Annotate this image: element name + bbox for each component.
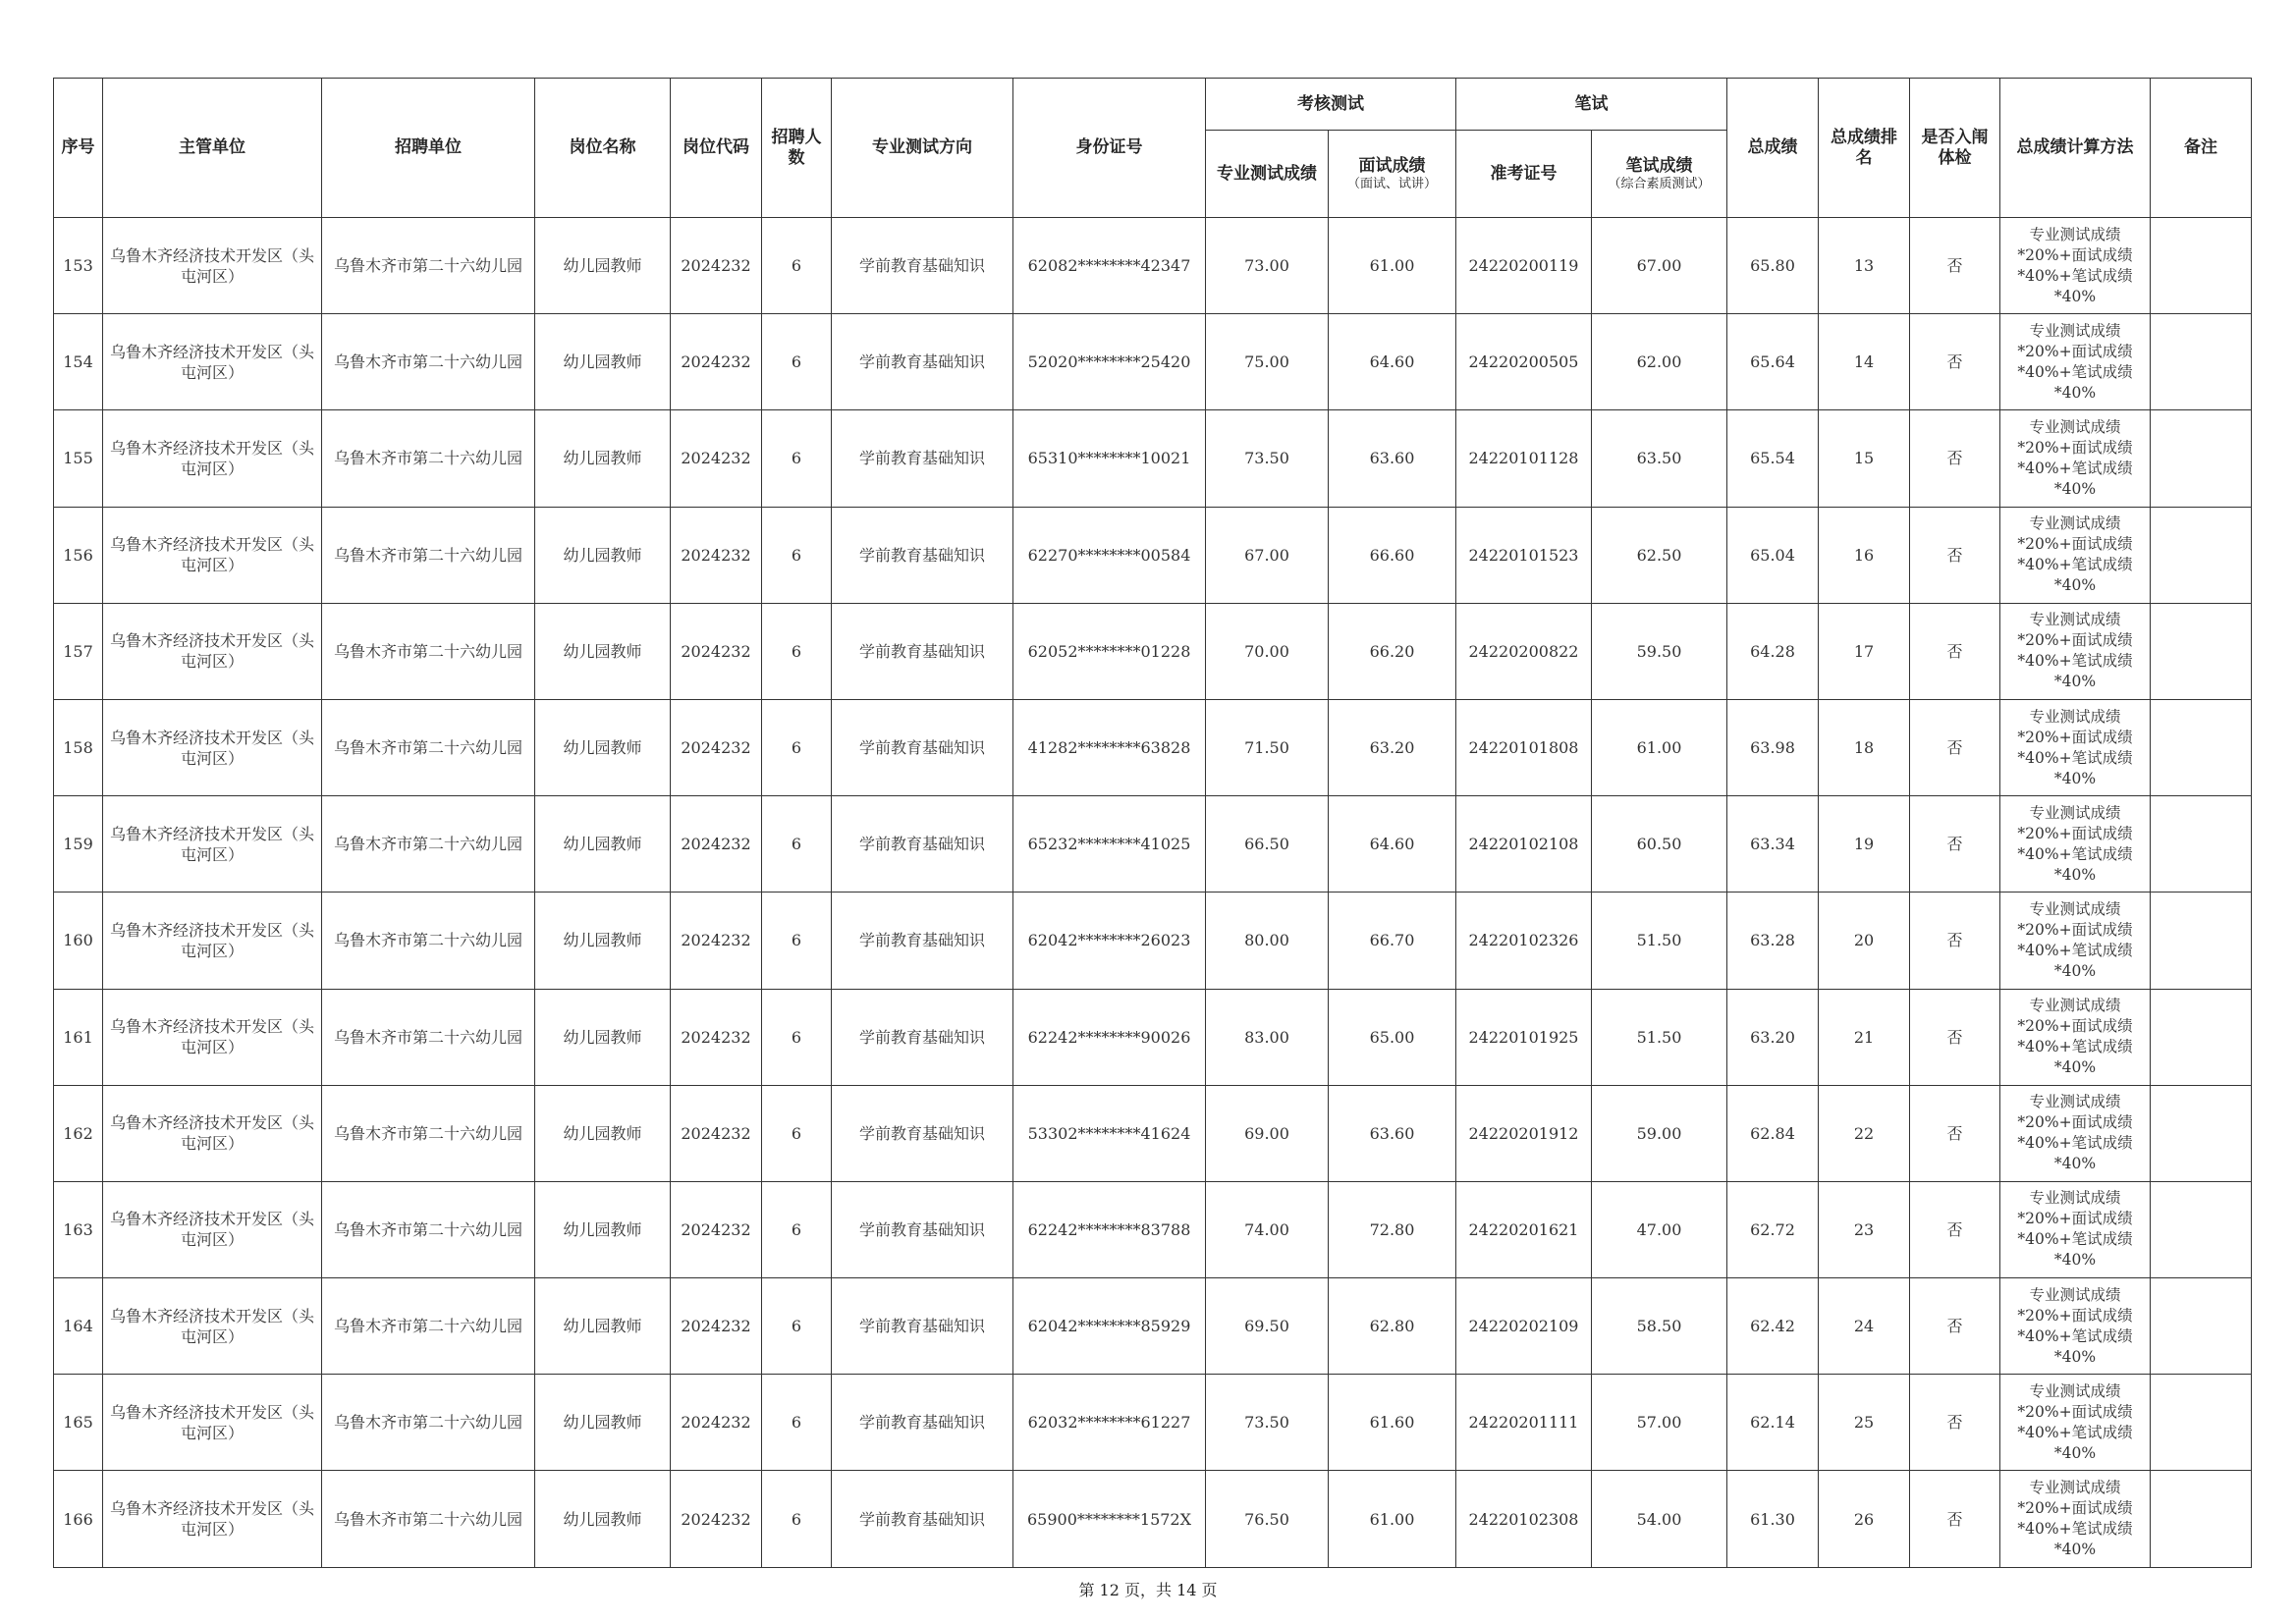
unit-cell: 乌鲁木齐市第二十六幼儿园 <box>322 796 535 893</box>
written-score-cell: 51.50 <box>1592 893 1727 989</box>
test-direction-cell: 学前教育基础知识 <box>832 218 1013 314</box>
id-number-cell: 65232********41025 <box>1013 796 1206 893</box>
seq-cell: 166 <box>54 1471 103 1567</box>
post-name-cell: 幼儿园教师 <box>535 410 671 507</box>
unit-cell: 乌鲁木齐市第二十六幼儿园 <box>322 989 535 1085</box>
table-row <box>54 989 2252 1085</box>
physical-cell: 否 <box>1910 507 2000 603</box>
recruit-num-cell: 6 <box>762 218 832 314</box>
total-score-cell: 65.80 <box>1727 218 1819 314</box>
table-row <box>54 796 2252 893</box>
total-score-cell: 63.34 <box>1727 796 1819 893</box>
post-code-cell: 2024232 <box>671 989 762 1085</box>
remark-cell <box>2151 603 2252 699</box>
post-name-cell: 幼儿园教师 <box>535 1085 671 1181</box>
header-test-direction: 专业测试方向 <box>832 79 1013 218</box>
pro-score-cell: 73.50 <box>1206 1375 1329 1471</box>
pro-score-cell: 66.50 <box>1206 796 1329 893</box>
results-sheet <box>53 78 2251 1568</box>
header-row-1 <box>54 79 2252 131</box>
dept-cell: 乌鲁木齐经济技术开发区（头屯河区） <box>103 1471 322 1567</box>
test-direction-cell: 学前教育基础知识 <box>832 1085 1013 1181</box>
post-code-cell: 2024232 <box>671 507 762 603</box>
rank-cell: 23 <box>1819 1181 1910 1277</box>
pro-score-cell: 74.00 <box>1206 1181 1329 1277</box>
written-score-cell: 63.50 <box>1592 410 1727 507</box>
post-name-cell: 幼儿园教师 <box>535 893 671 989</box>
method-cell: 专业测试成绩*20%+面试成绩*40%+笔试成绩*40% <box>2000 1375 2151 1471</box>
total-score-cell: 62.84 <box>1727 1085 1819 1181</box>
post-code-cell: 2024232 <box>671 699 762 795</box>
written-score-cell: 57.00 <box>1592 1375 1727 1471</box>
seq-cell: 158 <box>54 699 103 795</box>
dept-cell: 乌鲁木齐经济技术开发区（头屯河区） <box>103 699 322 795</box>
id-number-cell: 62242********83788 <box>1013 1181 1206 1277</box>
physical-cell: 否 <box>1910 1278 2000 1375</box>
test-direction-cell: 学前教育基础知识 <box>832 410 1013 507</box>
unit-cell: 乌鲁木齐市第二十六幼儿园 <box>322 1375 535 1471</box>
written-score-cell: 51.50 <box>1592 989 1727 1085</box>
header-recruit-num: 招聘人数 <box>762 79 832 218</box>
post-code-cell: 2024232 <box>671 796 762 893</box>
header-written: 笔试 <box>1456 79 1727 131</box>
ticket-cell: 24220201912 <box>1456 1085 1592 1181</box>
written-score-cell: 47.00 <box>1592 1181 1727 1277</box>
id-number-cell: 62032********61227 <box>1013 1375 1206 1471</box>
total-score-cell: 64.28 <box>1727 603 1819 699</box>
method-cell: 专业测试成绩*20%+面试成绩*40%+笔试成绩*40% <box>2000 1085 2151 1181</box>
rank-cell: 16 <box>1819 507 1910 603</box>
ticket-cell: 24220201621 <box>1456 1181 1592 1277</box>
ticket-cell: 24220201111 <box>1456 1375 1592 1471</box>
recruit-num-cell: 6 <box>762 314 832 410</box>
unit-cell: 乌鲁木齐市第二十六幼儿园 <box>322 507 535 603</box>
interview-score-cell: 61.00 <box>1329 1471 1456 1567</box>
ticket-cell: 24220102326 <box>1456 893 1592 989</box>
physical-cell: 否 <box>1910 218 2000 314</box>
post-code-cell: 2024232 <box>671 603 762 699</box>
remark-cell <box>2151 1375 2252 1471</box>
header-total: 总成绩 <box>1727 79 1819 218</box>
table-row <box>54 314 2252 410</box>
post-code-cell: 2024232 <box>671 1085 762 1181</box>
id-number-cell: 62042********85929 <box>1013 1278 1206 1375</box>
recruit-num-cell: 6 <box>762 1278 832 1375</box>
remark-cell <box>2151 1181 2252 1277</box>
rank-cell: 17 <box>1819 603 1910 699</box>
pro-score-cell: 69.50 <box>1206 1278 1329 1375</box>
seq-cell: 160 <box>54 893 103 989</box>
remark-cell <box>2151 989 2252 1085</box>
pro-score-cell: 75.00 <box>1206 314 1329 410</box>
written-score-cell: 59.50 <box>1592 603 1727 699</box>
header-interview-cell <box>1329 131 1456 218</box>
rank-cell: 15 <box>1819 410 1910 507</box>
recruit-num-cell: 6 <box>762 410 832 507</box>
interview-score-cell: 66.70 <box>1329 893 1456 989</box>
physical-cell: 否 <box>1910 989 2000 1085</box>
results-table <box>53 78 2252 1568</box>
pro-score-cell: 80.00 <box>1206 893 1329 989</box>
dept-cell: 乌鲁木齐经济技术开发区（头屯河区） <box>103 603 322 699</box>
header-remark: 备注 <box>2151 79 2252 218</box>
table-row <box>54 507 2252 603</box>
seq-cell: 156 <box>54 507 103 603</box>
method-cell: 专业测试成绩*20%+面试成绩*40%+笔试成绩*40% <box>2000 603 2151 699</box>
physical-cell: 否 <box>1910 410 2000 507</box>
ticket-cell: 24220202109 <box>1456 1278 1592 1375</box>
test-direction-cell: 学前教育基础知识 <box>832 1278 1013 1375</box>
recruit-num-cell: 6 <box>762 603 832 699</box>
test-direction-cell: 学前教育基础知识 <box>832 989 1013 1085</box>
dept-cell: 乌鲁木齐经济技术开发区（头屯河区） <box>103 410 322 507</box>
seq-cell: 162 <box>54 1085 103 1181</box>
ticket-cell: 24220101128 <box>1456 410 1592 507</box>
remark-cell <box>2151 507 2252 603</box>
method-cell: 专业测试成绩*20%+面试成绩*40%+笔试成绩*40% <box>2000 507 2151 603</box>
recruit-num-cell: 6 <box>762 1085 832 1181</box>
id-number-cell: 65310********10021 <box>1013 410 1206 507</box>
interview-score-cell: 72.80 <box>1329 1181 1456 1277</box>
post-name-cell: 幼儿园教师 <box>535 1375 671 1471</box>
post-code-cell: 2024232 <box>671 1471 762 1567</box>
total-score-cell: 65.04 <box>1727 507 1819 603</box>
seq-cell: 165 <box>54 1375 103 1471</box>
recruit-num-cell: 6 <box>762 699 832 795</box>
post-code-cell: 2024232 <box>671 218 762 314</box>
table-row <box>54 1085 2252 1181</box>
pro-score-cell: 70.00 <box>1206 603 1329 699</box>
method-cell: 专业测试成绩*20%+面试成绩*40%+笔试成绩*40% <box>2000 314 2151 410</box>
physical-cell: 否 <box>1910 699 2000 795</box>
recruit-num-cell: 6 <box>762 1181 832 1277</box>
id-number-cell: 62052********01228 <box>1013 603 1206 699</box>
ticket-cell: 24220101523 <box>1456 507 1592 603</box>
interview-score-cell: 63.60 <box>1329 410 1456 507</box>
ticket-cell: 24220102308 <box>1456 1471 1592 1567</box>
dept-cell: 乌鲁木齐经济技术开发区（头屯河区） <box>103 796 322 893</box>
header-written-cell <box>1592 131 1727 218</box>
recruit-num-cell: 6 <box>762 507 832 603</box>
rank-cell: 19 <box>1819 796 1910 893</box>
header-interview-score: 面试成绩 <box>1358 155 1426 176</box>
pro-score-cell: 73.00 <box>1206 218 1329 314</box>
header-written-note: （综合素质测试） <box>1608 176 1711 191</box>
seq-cell: 161 <box>54 989 103 1085</box>
post-name-cell: 幼儿园教师 <box>535 1471 671 1567</box>
dept-cell: 乌鲁木齐经济技术开发区（头屯河区） <box>103 1181 322 1277</box>
dept-cell: 乌鲁木齐经济技术开发区（头屯河区） <box>103 1085 322 1181</box>
ticket-cell: 24220101808 <box>1456 699 1592 795</box>
unit-cell: 乌鲁木齐市第二十六幼儿园 <box>322 314 535 410</box>
test-direction-cell: 学前教育基础知识 <box>832 1471 1013 1567</box>
test-direction-cell: 学前教育基础知识 <box>832 1181 1013 1277</box>
unit-cell: 乌鲁木齐市第二十六幼儿园 <box>322 218 535 314</box>
dept-cell: 乌鲁木齐经济技术开发区（头屯河区） <box>103 893 322 989</box>
seq-cell: 155 <box>54 410 103 507</box>
dept-cell: 乌鲁木齐经济技术开发区（头屯河区） <box>103 1278 322 1375</box>
pro-score-cell: 73.50 <box>1206 410 1329 507</box>
pro-score-cell: 67.00 <box>1206 507 1329 603</box>
physical-cell: 否 <box>1910 796 2000 893</box>
total-score-cell: 62.42 <box>1727 1278 1819 1375</box>
seq-cell: 157 <box>54 603 103 699</box>
dept-cell: 乌鲁木齐经济技术开发区（头屯河区） <box>103 507 322 603</box>
total-score-cell: 63.28 <box>1727 893 1819 989</box>
page-footer: 第 12 页，共 14 页 <box>1078 1581 1218 1599</box>
post-name-cell: 幼儿园教师 <box>535 1181 671 1277</box>
post-code-cell: 2024232 <box>671 410 762 507</box>
id-number-cell: 53302********41624 <box>1013 1085 1206 1181</box>
dept-cell: 乌鲁木齐经济技术开发区（头屯河区） <box>103 218 322 314</box>
total-score-cell: 63.98 <box>1727 699 1819 795</box>
recruit-num-cell: 6 <box>762 796 832 893</box>
header-rank: 总成绩排名 <box>1819 79 1910 218</box>
ticket-cell: 24220200505 <box>1456 314 1592 410</box>
remark-cell <box>2151 314 2252 410</box>
interview-score-cell: 64.60 <box>1329 796 1456 893</box>
header-written-score: 笔试成绩 <box>1625 155 1693 176</box>
remark-cell <box>2151 1085 2252 1181</box>
written-score-cell: 67.00 <box>1592 218 1727 314</box>
header-unit: 招聘单位 <box>322 79 535 218</box>
seq-cell: 163 <box>54 1181 103 1277</box>
seq-cell: 154 <box>54 314 103 410</box>
pro-score-cell: 76.50 <box>1206 1471 1329 1567</box>
post-name-cell: 幼儿园教师 <box>535 699 671 795</box>
physical-cell: 否 <box>1910 1375 2000 1471</box>
test-direction-cell: 学前教育基础知识 <box>832 507 1013 603</box>
unit-cell: 乌鲁木齐市第二十六幼儿园 <box>322 1085 535 1181</box>
dept-cell: 乌鲁木齐经济技术开发区（头屯河区） <box>103 314 322 410</box>
post-code-cell: 2024232 <box>671 893 762 989</box>
post-code-cell: 2024232 <box>671 314 762 410</box>
remark-cell <box>2151 893 2252 989</box>
id-number-cell: 52020********25420 <box>1013 314 1206 410</box>
ticket-cell: 24220102108 <box>1456 796 1592 893</box>
physical-cell: 否 <box>1910 1085 2000 1181</box>
method-cell: 专业测试成绩*20%+面试成绩*40%+笔试成绩*40% <box>2000 893 2151 989</box>
written-score-cell: 62.00 <box>1592 314 1727 410</box>
table-row <box>54 410 2252 507</box>
ticket-cell: 24220200119 <box>1456 218 1592 314</box>
id-number-cell: 62242********90026 <box>1013 989 1206 1085</box>
interview-score-cell: 65.00 <box>1329 989 1456 1085</box>
method-cell: 专业测试成绩*20%+面试成绩*40%+笔试成绩*40% <box>2000 989 2151 1085</box>
rank-cell: 22 <box>1819 1085 1910 1181</box>
post-name-cell: 幼儿园教师 <box>535 796 671 893</box>
remark-cell <box>2151 410 2252 507</box>
header-post-name: 岗位名称 <box>535 79 671 218</box>
recruit-num-cell: 6 <box>762 1471 832 1567</box>
table-row <box>54 1181 2252 1277</box>
pro-score-cell: 83.00 <box>1206 989 1329 1085</box>
table-row <box>54 218 2252 314</box>
total-score-cell: 62.14 <box>1727 1375 1819 1471</box>
recruit-num-cell: 6 <box>762 893 832 989</box>
id-number-cell: 62270********00584 <box>1013 507 1206 603</box>
header-assessment: 考核测试 <box>1206 79 1456 131</box>
test-direction-cell: 学前教育基础知识 <box>832 314 1013 410</box>
physical-cell: 否 <box>1910 1471 2000 1567</box>
pro-score-cell: 69.00 <box>1206 1085 1329 1181</box>
table-row <box>54 1471 2252 1567</box>
method-cell: 专业测试成绩*20%+面试成绩*40%+笔试成绩*40% <box>2000 410 2151 507</box>
interview-score-cell: 64.60 <box>1329 314 1456 410</box>
id-number-cell: 65900********1572X <box>1013 1471 1206 1567</box>
total-score-cell: 63.20 <box>1727 989 1819 1085</box>
written-score-cell: 61.00 <box>1592 699 1727 795</box>
table-row <box>54 603 2252 699</box>
id-number-cell: 62042********26023 <box>1013 893 1206 989</box>
method-cell: 专业测试成绩*20%+面试成绩*40%+笔试成绩*40% <box>2000 699 2151 795</box>
dept-cell: 乌鲁木齐经济技术开发区（头屯河区） <box>103 1375 322 1471</box>
pro-score-cell: 71.50 <box>1206 699 1329 795</box>
written-score-cell: 59.00 <box>1592 1085 1727 1181</box>
table-body <box>54 218 2252 1568</box>
ticket-cell: 24220101925 <box>1456 989 1592 1085</box>
remark-cell <box>2151 1471 2252 1567</box>
post-name-cell: 幼儿园教师 <box>535 989 671 1085</box>
id-number-cell: 41282********63828 <box>1013 699 1206 795</box>
interview-score-cell: 66.20 <box>1329 603 1456 699</box>
rank-cell: 21 <box>1819 989 1910 1085</box>
unit-cell: 乌鲁木齐市第二十六幼儿园 <box>322 1278 535 1375</box>
header-ticket: 准考证号 <box>1456 131 1592 218</box>
table-row <box>54 893 2252 989</box>
dept-cell: 乌鲁木齐经济技术开发区（头屯河区） <box>103 989 322 1085</box>
ticket-cell: 24220200822 <box>1456 603 1592 699</box>
interview-score-cell: 61.00 <box>1329 218 1456 314</box>
header-post-code: 岗位代码 <box>671 79 762 218</box>
test-direction-cell: 学前教育基础知识 <box>832 603 1013 699</box>
interview-score-cell: 66.60 <box>1329 507 1456 603</box>
post-code-cell: 2024232 <box>671 1181 762 1277</box>
test-direction-cell: 学前教育基础知识 <box>832 1375 1013 1471</box>
post-code-cell: 2024232 <box>671 1278 762 1375</box>
table-row <box>54 1278 2252 1375</box>
method-cell: 专业测试成绩*20%+面试成绩*40%+笔试成绩*40% <box>2000 1181 2151 1277</box>
remark-cell <box>2151 796 2252 893</box>
method-cell: 专业测试成绩*20%+面试成绩*40%+笔试成绩*40% <box>2000 796 2151 893</box>
post-name-cell: 幼儿园教师 <box>535 603 671 699</box>
rank-cell: 18 <box>1819 699 1910 795</box>
rank-cell: 26 <box>1819 1471 1910 1567</box>
header-physical: 是否入闱体检 <box>1910 79 2000 218</box>
id-number-cell: 62082********42347 <box>1013 218 1206 314</box>
method-cell: 专业测试成绩*20%+面试成绩*40%+笔试成绩*40% <box>2000 218 2151 314</box>
unit-cell: 乌鲁木齐市第二十六幼儿园 <box>322 893 535 989</box>
interview-score-cell: 63.20 <box>1329 699 1456 795</box>
post-name-cell: 幼儿园教师 <box>535 1278 671 1375</box>
interview-score-cell: 63.60 <box>1329 1085 1456 1181</box>
test-direction-cell: 学前教育基础知识 <box>832 893 1013 989</box>
method-cell: 专业测试成绩*20%+面试成绩*40%+笔试成绩*40% <box>2000 1471 2151 1567</box>
test-direction-cell: 学前教育基础知识 <box>832 699 1013 795</box>
physical-cell: 否 <box>1910 893 2000 989</box>
header-method: 总成绩计算方法 <box>2000 79 2151 218</box>
header-interview-note: （面试、试讲） <box>1346 176 1437 191</box>
physical-cell: 否 <box>1910 314 2000 410</box>
table-row <box>54 699 2252 795</box>
rank-cell: 24 <box>1819 1278 1910 1375</box>
header-id-number: 身份证号 <box>1013 79 1206 218</box>
rank-cell: 20 <box>1819 893 1910 989</box>
header-seq: 序号 <box>54 79 103 218</box>
post-name-cell: 幼儿园教师 <box>535 314 671 410</box>
unit-cell: 乌鲁木齐市第二十六幼儿园 <box>322 603 535 699</box>
interview-score-cell: 61.60 <box>1329 1375 1456 1471</box>
unit-cell: 乌鲁木齐市第二十六幼儿园 <box>322 699 535 795</box>
test-direction-cell: 学前教育基础知识 <box>832 796 1013 893</box>
remark-cell <box>2151 218 2252 314</box>
table-row <box>54 1375 2252 1471</box>
unit-cell: 乌鲁木齐市第二十六幼儿园 <box>322 410 535 507</box>
rank-cell: 13 <box>1819 218 1910 314</box>
written-score-cell: 60.50 <box>1592 796 1727 893</box>
method-cell: 专业测试成绩*20%+面试成绩*40%+笔试成绩*40% <box>2000 1278 2151 1375</box>
recruit-num-cell: 6 <box>762 1375 832 1471</box>
seq-cell: 153 <box>54 218 103 314</box>
rank-cell: 14 <box>1819 314 1910 410</box>
total-score-cell: 61.30 <box>1727 1471 1819 1567</box>
written-score-cell: 58.50 <box>1592 1278 1727 1375</box>
total-score-cell: 65.54 <box>1727 410 1819 507</box>
header-dept: 主管单位 <box>103 79 322 218</box>
rank-cell: 25 <box>1819 1375 1910 1471</box>
remark-cell <box>2151 699 2252 795</box>
interview-score-cell: 62.80 <box>1329 1278 1456 1375</box>
post-name-cell: 幼儿园教师 <box>535 507 671 603</box>
unit-cell: 乌鲁木齐市第二十六幼儿园 <box>322 1181 535 1277</box>
seq-cell: 164 <box>54 1278 103 1375</box>
unit-cell: 乌鲁木齐市第二十六幼儿园 <box>322 1471 535 1567</box>
written-score-cell: 54.00 <box>1592 1471 1727 1567</box>
post-name-cell: 幼儿园教师 <box>535 218 671 314</box>
post-code-cell: 2024232 <box>671 1375 762 1471</box>
header-pro-score: 专业测试成绩 <box>1206 131 1329 218</box>
written-score-cell: 62.50 <box>1592 507 1727 603</box>
physical-cell: 否 <box>1910 603 2000 699</box>
physical-cell: 否 <box>1910 1181 2000 1277</box>
recruit-num-cell: 6 <box>762 989 832 1085</box>
seq-cell: 159 <box>54 796 103 893</box>
total-score-cell: 65.64 <box>1727 314 1819 410</box>
total-score-cell: 62.72 <box>1727 1181 1819 1277</box>
remark-cell <box>2151 1278 2252 1375</box>
